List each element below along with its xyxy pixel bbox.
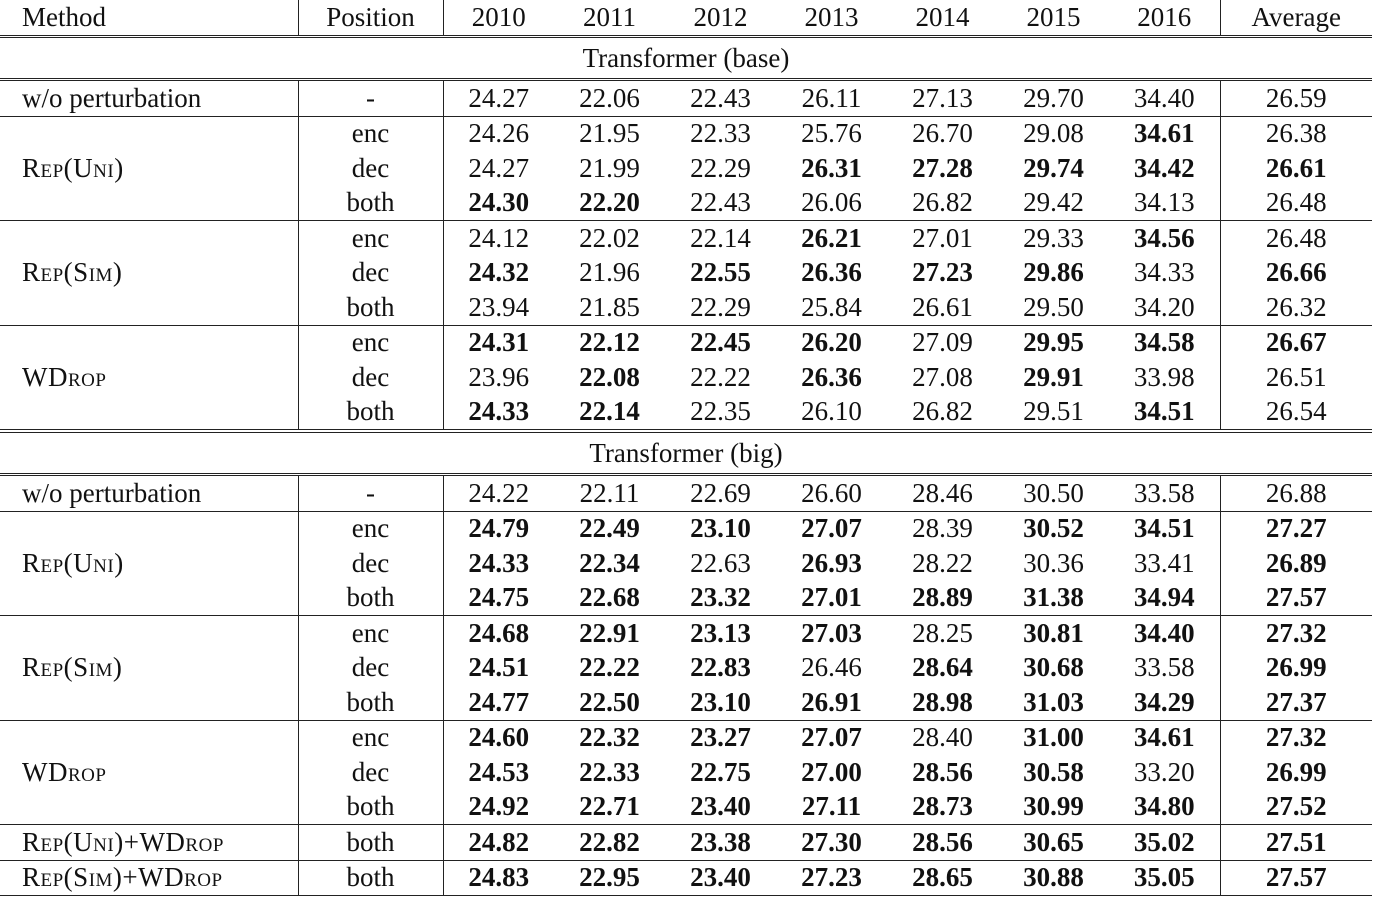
bleu-score-cell: 22.82 xyxy=(554,825,665,861)
bleu-score-cell: 27.30 xyxy=(776,825,887,861)
bleu-score-cell: 28.39 xyxy=(887,511,998,546)
method-name: Rep(Sim)+WDrop xyxy=(0,860,298,896)
position-cell: both xyxy=(298,790,443,825)
section-header-row xyxy=(0,431,1372,475)
column-header: 2013 xyxy=(776,0,887,37)
bleu-score-cell: 23.32 xyxy=(690,582,751,613)
bleu-score-cell: 27.01 xyxy=(887,221,998,256)
bleu-score-cell: 22.33 xyxy=(665,116,776,151)
average-score-cell: 26.59 xyxy=(1220,80,1372,117)
bleu-score-cell: 24.33 xyxy=(443,395,554,432)
bleu-score-cell: 23.40 xyxy=(690,791,751,822)
bleu-score-cell: 23.13 xyxy=(665,616,776,651)
bleu-score-cell: 22.08 xyxy=(579,361,640,392)
position-cell: enc xyxy=(298,221,443,256)
bleu-score-cell: 29.08 xyxy=(998,116,1109,151)
bleu-score-cell: 24.30 xyxy=(443,186,554,221)
bleu-score-cell: 27.03 xyxy=(776,616,887,651)
method-name: Rep(Uni) xyxy=(0,511,298,616)
bleu-score-cell: 26.10 xyxy=(801,396,862,427)
bleu-score-cell: 34.80 xyxy=(1133,791,1195,822)
average-score-cell: 26.67 xyxy=(1220,325,1372,360)
position-cell: enc xyxy=(298,511,443,546)
bleu-score-cell: 22.68 xyxy=(579,582,640,613)
bleu-score-cell: 21.95 xyxy=(554,116,665,151)
bleu-score-cell: 28.56 xyxy=(887,825,998,861)
bleu-score-cell: 33.20 xyxy=(1133,756,1195,787)
bleu-score-cell: 23.94 xyxy=(443,290,554,325)
position-cell: both xyxy=(298,581,443,616)
method-name: w/o perturbation xyxy=(0,80,298,117)
bleu-score-cell: 26.36 xyxy=(801,361,862,392)
bleu-score-cell: 27.07 xyxy=(776,511,887,546)
table-row xyxy=(0,860,1372,896)
bleu-score-cell: 22.29 xyxy=(690,152,751,183)
bleu-score-cell: 29.91 xyxy=(1023,361,1084,392)
bleu-score-cell: 22.55 xyxy=(690,257,751,288)
section-title: Transformer (big) xyxy=(0,431,1372,475)
bleu-score-cell: 23.96 xyxy=(443,360,554,395)
position-cell: dec xyxy=(298,651,443,686)
bleu-score-cell: 30.81 xyxy=(998,616,1109,651)
table-row xyxy=(0,511,1372,546)
column-header: 2016 xyxy=(1109,0,1220,37)
bleu-score-cell: 33.98 xyxy=(1133,361,1195,392)
bleu-score-cell: 27.28 xyxy=(912,152,973,183)
bleu-score-cell: 30.99 xyxy=(1023,791,1084,822)
bleu-score-cell: 26.11 xyxy=(776,80,887,117)
column-header: Position xyxy=(298,0,443,37)
bleu-score-cell: 24.92 xyxy=(443,790,554,825)
column-header: 2014 xyxy=(887,0,998,37)
bleu-score-cell: 31.03 xyxy=(1023,686,1084,717)
bleu-score-cell: 27.09 xyxy=(887,325,998,360)
bleu-score-cell: 30.88 xyxy=(998,860,1109,896)
bleu-score-cell: 22.22 xyxy=(690,361,751,392)
bleu-score-cell: 31.00 xyxy=(998,720,1109,755)
bleu-score-cell: 24.79 xyxy=(443,511,554,546)
bleu-score-cell: 26.82 xyxy=(912,396,973,427)
method-name: Rep(Sim) xyxy=(0,221,298,326)
bleu-score-cell: 34.33 xyxy=(1133,257,1195,288)
position-cell: both xyxy=(298,186,443,221)
bleu-score-cell: 22.71 xyxy=(579,791,640,822)
bleu-score-cell: 26.82 xyxy=(912,187,973,218)
bleu-score-cell: 27.01 xyxy=(801,582,862,613)
position-cell: dec xyxy=(298,256,443,291)
bleu-score-cell: 34.40 xyxy=(1109,80,1220,117)
bleu-score-cell: 30.65 xyxy=(998,825,1109,861)
bleu-score-cell: 24.82 xyxy=(443,825,554,861)
bleu-score-cell: 22.43 xyxy=(665,80,776,117)
bleu-score-cell: 28.89 xyxy=(912,582,973,613)
bleu-score-cell: 24.51 xyxy=(443,651,554,686)
method-name: w/o perturbation xyxy=(0,475,298,512)
bleu-score-cell: 35.05 xyxy=(1109,860,1220,896)
average-score-cell: 26.32 xyxy=(1220,290,1372,325)
position-cell: enc xyxy=(298,325,443,360)
position-cell: both xyxy=(298,685,443,720)
bleu-score-cell: 29.51 xyxy=(1023,396,1084,427)
average-score-cell: 26.48 xyxy=(1220,186,1372,221)
bleu-score-cell: 22.75 xyxy=(690,756,751,787)
bleu-score-cell: 23.10 xyxy=(665,511,776,546)
bleu-score-cell: 24.22 xyxy=(443,475,554,512)
bleu-score-cell: 29.74 xyxy=(1023,152,1084,183)
bleu-score-cell: 21.96 xyxy=(579,257,640,288)
bleu-score-cell: 22.95 xyxy=(554,860,665,896)
average-score-cell: 26.48 xyxy=(1220,221,1372,256)
bleu-score-cell: 22.35 xyxy=(690,396,751,427)
bleu-score-cell: 22.32 xyxy=(554,720,665,755)
bleu-score-cell: 26.93 xyxy=(801,547,862,578)
table-row xyxy=(0,116,1372,151)
position-cell: dec xyxy=(298,151,443,186)
average-score-cell: 26.89 xyxy=(1220,546,1372,581)
bleu-score-cell: 34.61 xyxy=(1109,720,1220,755)
bleu-score-cell: 34.51 xyxy=(1109,511,1220,546)
bleu-score-cell: 24.33 xyxy=(443,546,554,581)
position-cell: dec xyxy=(298,360,443,395)
bleu-score-cell: 23.40 xyxy=(665,860,776,896)
position-cell: both xyxy=(298,825,443,861)
bleu-score-cell: 24.27 xyxy=(443,80,554,117)
bleu-score-cell: 22.06 xyxy=(554,80,665,117)
bleu-score-cell: 29.42 xyxy=(1023,187,1084,218)
bleu-score-cell: 25.84 xyxy=(801,291,862,322)
table-row xyxy=(0,325,1372,360)
average-score-cell: 26.38 xyxy=(1220,116,1372,151)
column-header: 2011 xyxy=(554,0,665,37)
section-title: Transformer (base) xyxy=(0,37,1372,80)
bleu-score-cell: 33.58 xyxy=(1109,475,1220,512)
column-header: Method xyxy=(0,0,298,37)
bleu-score-cell: 30.50 xyxy=(998,475,1109,512)
average-score-cell: 26.99 xyxy=(1220,651,1372,686)
bleu-score-cell: 24.53 xyxy=(443,755,554,790)
bleu-score-cell: 28.56 xyxy=(912,756,973,787)
average-score-cell: 27.32 xyxy=(1220,720,1372,755)
bleu-score-cell: 28.46 xyxy=(887,475,998,512)
bleu-score-cell: 26.21 xyxy=(776,221,887,256)
bleu-score-cell: 22.43 xyxy=(690,187,751,218)
bleu-score-cell: 27.11 xyxy=(801,791,862,822)
bleu-score-cell: 33.58 xyxy=(1133,652,1195,683)
bleu-score-cell: 22.49 xyxy=(554,511,665,546)
table-row xyxy=(0,720,1372,755)
bleu-score-cell: 22.29 xyxy=(690,291,751,322)
bleu-score-cell: 22.11 xyxy=(554,475,665,512)
column-header: 2015 xyxy=(998,0,1109,37)
bleu-score-cell: 26.70 xyxy=(887,116,998,151)
bleu-score-cell: 31.38 xyxy=(1023,582,1084,613)
bleu-score-cell: 22.50 xyxy=(579,686,640,717)
bleu-score-cell: 26.20 xyxy=(776,325,887,360)
bleu-score-cell: 24.77 xyxy=(443,685,554,720)
bleu-score-cell: 30.36 xyxy=(1023,547,1084,578)
average-score-cell: 27.51 xyxy=(1220,825,1372,861)
bleu-score-cell: 34.94 xyxy=(1133,582,1195,613)
bleu-score-cell: 24.68 xyxy=(443,616,554,651)
bleu-score-cell: 26.36 xyxy=(801,257,862,288)
bleu-score-cell: 22.69 xyxy=(665,475,776,512)
header-row xyxy=(0,0,1372,37)
bleu-score-cell: 35.02 xyxy=(1109,825,1220,861)
bleu-score-cell: 24.83 xyxy=(443,860,554,896)
method-name: Rep(Sim) xyxy=(0,616,298,721)
bleu-score-cell: 22.12 xyxy=(554,325,665,360)
method-name: Rep(Uni) xyxy=(0,116,298,221)
position-cell: enc xyxy=(298,116,443,151)
bleu-score-cell: 24.26 xyxy=(443,116,554,151)
method-name: WDrop xyxy=(0,325,298,431)
position-cell: dec xyxy=(298,546,443,581)
bleu-score-cell: 27.13 xyxy=(887,80,998,117)
table-row xyxy=(0,221,1372,256)
bleu-score-cell: 26.46 xyxy=(801,652,862,683)
bleu-score-cell: 30.52 xyxy=(998,511,1109,546)
bleu-score-cell: 24.32 xyxy=(443,256,554,291)
bleu-score-cell: 29.33 xyxy=(998,221,1109,256)
bleu-score-cell: 33.41 xyxy=(1133,547,1195,578)
bleu-score-cell: 27.23 xyxy=(912,257,973,288)
bleu-score-cell: 29.86 xyxy=(1023,257,1084,288)
table-body xyxy=(0,37,1372,896)
bleu-score-cell: 28.64 xyxy=(912,652,973,683)
bleu-score-cell: 22.20 xyxy=(579,187,640,218)
bleu-score-cell: 26.61 xyxy=(912,291,973,322)
bleu-score-cell: 22.34 xyxy=(579,547,640,578)
table-row xyxy=(0,616,1372,651)
bleu-score-cell: 29.50 xyxy=(1023,291,1084,322)
bleu-score-cell: 22.02 xyxy=(554,221,665,256)
position-cell: both xyxy=(298,860,443,896)
average-score-cell: 27.37 xyxy=(1220,685,1372,720)
position-cell: enc xyxy=(298,720,443,755)
bleu-score-cell: 34.56 xyxy=(1109,221,1220,256)
bleu-score-cell: 28.25 xyxy=(887,616,998,651)
bleu-score-cell: 22.14 xyxy=(665,221,776,256)
bleu-score-cell: 26.06 xyxy=(801,187,862,218)
position-cell: both xyxy=(298,395,443,432)
bleu-score-cell: 29.70 xyxy=(998,80,1109,117)
average-score-cell: 26.54 xyxy=(1220,395,1372,432)
bleu-score-cell: 26.60 xyxy=(776,475,887,512)
bleu-score-cell: 22.63 xyxy=(690,547,751,578)
column-header: 2012 xyxy=(665,0,776,37)
bleu-score-cell: 24.75 xyxy=(443,581,554,616)
bleu-score-cell: 30.58 xyxy=(1023,756,1084,787)
bleu-score-cell: 26.91 xyxy=(801,686,862,717)
bleu-score-cell: 21.85 xyxy=(579,291,640,322)
bleu-score-cell: 22.33 xyxy=(579,756,640,787)
position-cell: - xyxy=(298,80,443,117)
bleu-score-cell: 34.58 xyxy=(1109,325,1220,360)
bleu-score-cell: 34.29 xyxy=(1133,686,1195,717)
bleu-score-cell: 29.95 xyxy=(998,325,1109,360)
average-score-cell: 27.57 xyxy=(1220,860,1372,896)
bleu-score-cell: 22.83 xyxy=(690,652,751,683)
bleu-score-cell: 34.13 xyxy=(1133,187,1195,218)
position-cell: both xyxy=(298,290,443,325)
section-header-row xyxy=(0,37,1372,80)
method-name: Rep(Uni)+WDrop xyxy=(0,825,298,861)
bleu-score-cell: 23.27 xyxy=(665,720,776,755)
bleu-score-cell: 28.73 xyxy=(912,791,973,822)
bleu-score-cell: 30.68 xyxy=(1023,652,1084,683)
table-row xyxy=(0,475,1372,512)
method-name: WDrop xyxy=(0,720,298,825)
bleu-score-cell: 22.91 xyxy=(554,616,665,651)
bleu-score-cell: 21.99 xyxy=(579,152,640,183)
average-score-cell: 27.52 xyxy=(1220,790,1372,825)
bleu-score-cell: 23.10 xyxy=(690,686,751,717)
bleu-score-cell: 22.45 xyxy=(665,325,776,360)
bleu-score-cell: 27.08 xyxy=(912,361,973,392)
average-score-cell: 26.88 xyxy=(1220,475,1372,512)
bleu-score-cell: 28.22 xyxy=(912,547,973,578)
bleu-score-cell: 24.60 xyxy=(443,720,554,755)
bleu-score-cell: 28.40 xyxy=(887,720,998,755)
position-cell: - xyxy=(298,475,443,512)
bleu-score-cell: 22.22 xyxy=(579,652,640,683)
column-header: 2010 xyxy=(443,0,554,37)
bleu-score-cell: 34.42 xyxy=(1133,152,1195,183)
bleu-score-cell: 24.31 xyxy=(443,325,554,360)
bleu-score-cell: 27.07 xyxy=(776,720,887,755)
bleu-score-cell: 27.23 xyxy=(776,860,887,896)
average-score-cell: 26.99 xyxy=(1220,755,1372,790)
average-score-cell: 27.32 xyxy=(1220,616,1372,651)
bleu-score-cell: 25.76 xyxy=(776,116,887,151)
position-cell: dec xyxy=(298,755,443,790)
bleu-score-cell: 24.12 xyxy=(443,221,554,256)
bleu-score-cell: 34.40 xyxy=(1109,616,1220,651)
bleu-score-cell: 23.38 xyxy=(665,825,776,861)
bleu-score-cell: 26.31 xyxy=(801,152,862,183)
bleu-score-cell: 28.65 xyxy=(887,860,998,896)
bleu-score-cell: 28.98 xyxy=(912,686,973,717)
bleu-score-cell: 34.20 xyxy=(1133,291,1195,322)
column-header: Average xyxy=(1220,0,1372,37)
table-row xyxy=(0,80,1372,117)
bleu-score-cell: 34.51 xyxy=(1133,396,1195,427)
table-row xyxy=(0,825,1372,861)
average-score-cell: 27.57 xyxy=(1220,581,1372,616)
average-score-cell: 26.61 xyxy=(1220,151,1372,186)
average-score-cell: 26.51 xyxy=(1220,360,1372,395)
position-cell: enc xyxy=(298,616,443,651)
bleu-score-cell: 22.14 xyxy=(579,396,640,427)
average-score-cell: 26.66 xyxy=(1220,256,1372,291)
average-score-cell: 27.27 xyxy=(1220,511,1372,546)
bleu-score-cell: 27.00 xyxy=(801,756,862,787)
bleu-score-cell: 24.27 xyxy=(443,151,554,186)
bleu-score-cell: 34.61 xyxy=(1109,116,1220,151)
